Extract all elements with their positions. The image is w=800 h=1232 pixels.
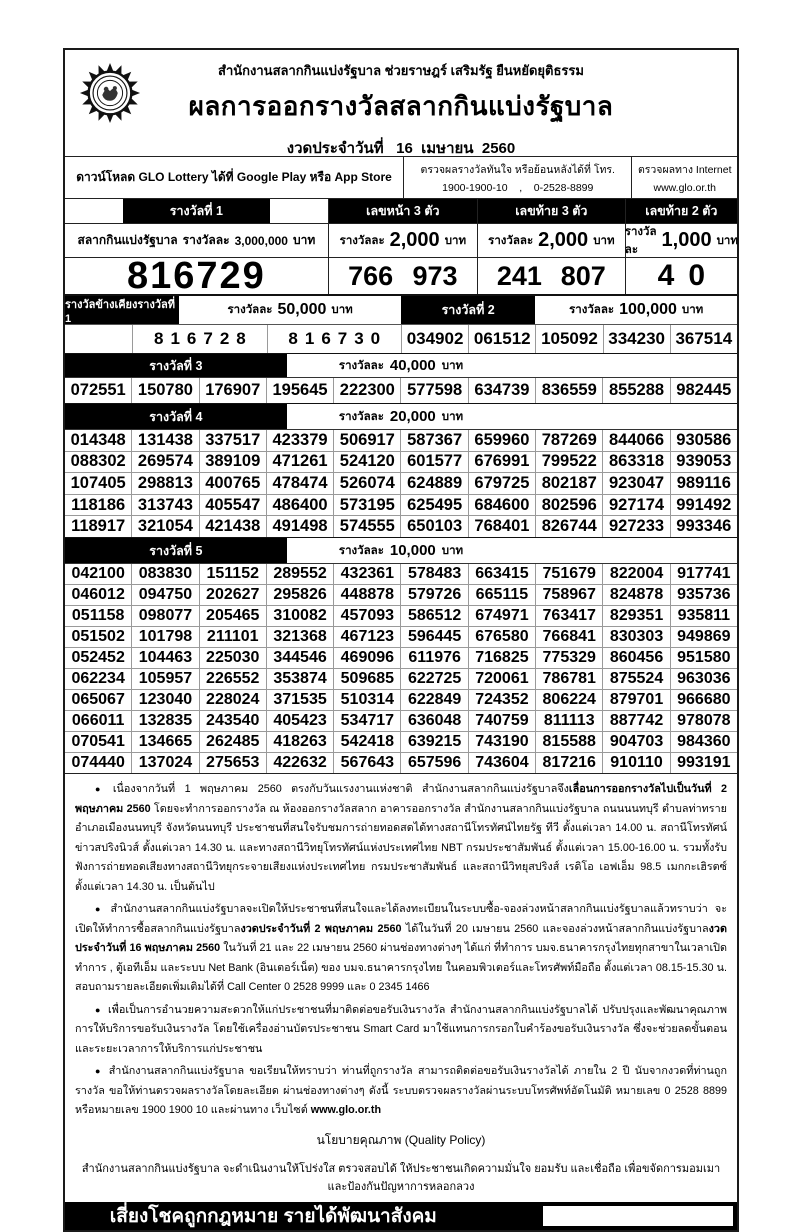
prize-number-cell: 344546 <box>266 648 333 668</box>
prize-number-cell: 313743 <box>131 495 198 516</box>
prize-number-cell: 222300 <box>333 378 400 403</box>
front3-tab: เลขหน้า 3 ตัว <box>329 199 477 223</box>
second-prize-number: 367514 <box>670 325 737 353</box>
document-header <box>65 50 737 156</box>
prize-number-cell: 051502 <box>71 628 125 645</box>
prize-number-cell: 353874 <box>266 669 333 689</box>
phone-check-numbers: 1900-1900-10 , 0-2528-8899 <box>442 182 594 194</box>
prize-number-cell: 389109 <box>199 452 266 473</box>
lottery-document <box>63 48 739 1232</box>
prize-number-cell: 978078 <box>670 711 737 731</box>
prize-number-cell: 151152 <box>199 564 266 584</box>
prize-number-cell: 811113 <box>535 711 602 731</box>
prize-number-cell: 586512 <box>400 606 467 626</box>
prize-number-cell: 567643 <box>333 753 400 773</box>
prize-number-cell: 421438 <box>199 516 266 537</box>
second-prize-number: 034902 <box>401 325 468 353</box>
prize-number-cell: 587367 <box>400 430 467 451</box>
footer-notes <box>65 773 737 1123</box>
prize-number-row <box>65 451 737 473</box>
prize-number-cell: 863318 <box>602 452 669 473</box>
prize-number-cell: 202627 <box>199 585 266 605</box>
phone-check-label: ตรวจผลรางวัลทันใจ หรือย้อนหลังได้ที่ โทร. <box>420 164 615 176</box>
prize-number-cell: 088302 <box>70 452 126 471</box>
internet-check-url: www.glo.or.th <box>653 182 716 194</box>
prize-number-cell: 743190 <box>468 732 535 752</box>
adjacent-first-number: 816728 <box>132 325 266 353</box>
prize-number-cell: 887742 <box>602 711 669 731</box>
prize-number-cell: 786781 <box>535 669 602 689</box>
prize-number-cell: 289552 <box>266 564 333 584</box>
prize-number-cell: 094750 <box>131 585 198 605</box>
first-prize-tab: รางวัลที่ 1 <box>123 199 270 223</box>
prize-number-row <box>65 584 737 605</box>
prize-number-cell: 949869 <box>670 627 737 647</box>
last2-number: 40 <box>657 259 720 292</box>
prize-number-cell: 432361 <box>333 564 400 584</box>
prize-number-cell: 062234 <box>71 670 125 687</box>
second-prize-amount: รางวัลละ 100,000 บาท <box>569 301 704 318</box>
fourth-prize-grid <box>65 429 737 537</box>
prize-number-cell: 226552 <box>199 669 266 689</box>
bullet-icon: ● <box>95 1004 103 1015</box>
fifth-prize-amount: รางวัลละ 10,000 บาท <box>338 542 464 559</box>
prize-number-cell: 743604 <box>468 753 535 773</box>
prize-number-cell: 802596 <box>535 495 602 516</box>
fifth-prize-label: รางวัลที่ 5 <box>65 538 287 563</box>
prize-number-cell: 422632 <box>266 753 333 773</box>
prize-number-cell: 321054 <box>131 516 198 537</box>
first-prize-amount: 3,000,000 <box>234 233 288 248</box>
prize-number-cell: 295826 <box>266 585 333 605</box>
prize-number-cell: 684600 <box>468 495 535 516</box>
prize-number-cell: 860456 <box>602 648 669 668</box>
prize-number-row <box>65 515 737 537</box>
prize-number-cell: 879701 <box>602 690 669 710</box>
prize-number-cell: 624889 <box>400 473 467 494</box>
prize-number-cell: 070541 <box>71 733 125 750</box>
prize-number-cell: 042100 <box>71 565 125 582</box>
fourth-prize-amount: รางวัลละ 20,000 บาท <box>338 408 464 425</box>
quality-policy-title: นโยบายคุณภาพ (Quality Policy) <box>316 1132 486 1147</box>
bullet-icon: ● <box>95 904 105 914</box>
prize-number-cell: 963036 <box>670 669 737 689</box>
prize-number-cell: 137024 <box>131 753 198 773</box>
first-prize-panel: รางวัลที่ 1 สลากกินแบ่งรัฐบาล รางวัลละ 3,000,000 บาท 816729 <box>65 199 328 294</box>
prize-number-cell: 611976 <box>400 648 467 668</box>
phone-check-note <box>403 157 631 198</box>
front3-panel: เลขหน้า 3 ตัว รางวัลละ 2,000 บาท 766 973 <box>328 199 477 294</box>
prize-number-cell: 763417 <box>535 606 602 626</box>
prize-number-cell: 676991 <box>468 452 535 473</box>
prize-number-cell: 104463 <box>131 648 198 668</box>
front3-number: 766 <box>348 260 394 291</box>
prize-number-cell: 989116 <box>670 473 737 494</box>
footer-paragraph: ● สำนักงานสลากกินแบ่งรัฐบาลจะเปิดให้ประชาชนที่สนใจและได้ลงทะเบียนในระบบซื้อ-จองล่วงหน้าสลากกินแบ่งรัฐบาลแล้วทราบว่า จะเปิดให้ทำการซื้อสลากกินแบ่งรัฐบาลงวดประจำวันที่ 2 พฤษภาคม 2560 ได้ในวันที่ 20 เมษายน 2560 และจองล่วงหน้าสลากกินแบ่งรัฐบาลงวดประจำวันที่ 16 พฤษภาคม 2560 ในวันที่ 21 และ 22 เมษายน 2560 ผ่านช่องทางต่างๆ ได้แก่ ที่ทำการ บมจ.ธนาคารกรุงไทยทุกสาขาในเวลาเปิดทำการ , ตู้เอทีเอ็ม และระบบ Net Bank (อินเตอร์เน็ต) ของ บมจ.ธนาคารกรุงไทย ในคอมพิวเตอร์และโทรศัพท์มือถือ ตั้งแต่เวลา 08.15-15.30 น. สอบถามรายละเอียดเพิ่มเติมได้ที่ Call Center 0 2528 9999 และ 0 2345 1466 <box>75 903 727 993</box>
prize-number-cell: 228024 <box>199 690 266 710</box>
prize-number-row <box>65 564 737 584</box>
last3-panel: เลขท้าย 3 ตัว รางวัลละ 2,000 บาท 241 807 <box>477 199 625 294</box>
prize-number-cell: 676580 <box>468 627 535 647</box>
prize-number-row <box>65 494 737 516</box>
prize-number-cell: 243540 <box>199 711 266 731</box>
third-prize-header <box>65 353 737 377</box>
prize-number-cell: 205465 <box>199 606 266 626</box>
prize-number-cell: 601577 <box>400 452 467 473</box>
prize-number-row <box>65 605 737 626</box>
fourth-prize-header <box>65 403 737 429</box>
prize-number-row <box>65 689 737 710</box>
prize-number-cell: 625495 <box>400 495 467 516</box>
prize-number-cell: 469096 <box>333 648 400 668</box>
adjacent-first-label: รางวัลข้างเคียงรางวัลที่ 1 <box>65 296 179 324</box>
prize-number-cell: 740759 <box>468 711 535 731</box>
draw-date: งวดประจำวันที่ 16 เมษายน 2560 <box>286 140 516 157</box>
prize-number-cell: 639215 <box>400 732 467 752</box>
prize-number-cell: 262485 <box>199 732 266 752</box>
prize-number-row <box>65 668 737 689</box>
prize-number-cell: 072551 <box>70 381 126 399</box>
prize-number-cell: 269574 <box>131 452 198 473</box>
prize-number-cell: 751679 <box>535 564 602 584</box>
second-prize-number: 334230 <box>603 325 670 353</box>
prize-number-row <box>65 731 737 752</box>
prize-number-cell: 775329 <box>535 648 602 668</box>
prize-number-cell: 799522 <box>535 452 602 473</box>
prize-number-cell: 579726 <box>400 585 467 605</box>
adjacent-first-number: 816730 <box>267 325 401 353</box>
first-prize-number: 816729 <box>126 254 266 297</box>
prize-number-cell: 051158 <box>71 607 125 624</box>
prize-number-row <box>65 378 737 403</box>
prize-number-cell: 927174 <box>602 495 669 516</box>
prize-number-row <box>65 472 737 494</box>
prize-number-cell: 400765 <box>199 473 266 494</box>
adjacent-second-header <box>65 294 737 324</box>
prize-number-cell: 574555 <box>333 516 400 537</box>
prize-number-cell: 910110 <box>602 753 669 773</box>
fifth-prize-grid <box>65 563 737 773</box>
last3-amount: 2,000 <box>538 229 589 251</box>
prize-number-cell: 596445 <box>400 627 467 647</box>
footer-paragraph: ● สำนักงานสลากกินแบ่งรัฐบาล ขอเรียนให้ทราบว่า ท่านที่ถูกรางวัล สามารถติดต่อขอรับเงินรางวัลได้ ภายใน 2 ปี นับจากงวดที่ท่านถูกรางวัล ขอให้ท่านตรวจผลรางวัลโดยละเอียด ผ่านช่องทางต่างๆ ดังนี้ ระบบตรวจผลรางวัลผ่านระบบโทรศัพท์อัตโนมัติ หมายเลข 0 2528 8899 หรือหมายเลข 1900 1900 10 และผ่านทาง เว็บไซต์ www.glo.or.th <box>75 1065 727 1116</box>
prize-number-cell: 052452 <box>71 649 125 666</box>
prize-number-cell: 298813 <box>131 473 198 494</box>
last2-tab: เลขท้าย 2 ตัว <box>626 199 737 223</box>
glo-seal-logo <box>79 62 141 124</box>
prize-number-cell: 991492 <box>670 495 737 516</box>
prize-number-cell: 107405 <box>70 473 126 492</box>
prize-number-cell: 534717 <box>333 711 400 731</box>
empty-cell <box>65 325 132 353</box>
fourth-prize-label: รางวัลที่ 4 <box>65 404 287 429</box>
second-prize-number: 061512 <box>468 325 535 353</box>
prize-number-cell: 457093 <box>333 606 400 626</box>
prize-number-cell: 131438 <box>131 430 198 451</box>
third-prize-amount: รางวัลละ 40,000 บาท <box>338 357 464 374</box>
fifth-prize-header <box>65 537 737 563</box>
header-motto: สำนักงานสลากกินแบ่งรัฐบาล ช่วยราษฎร์ เสริมรัฐ ยืนหยัดยุติธรรม <box>218 63 584 78</box>
prize-number-cell: 659960 <box>468 430 535 451</box>
page-title: ผลการออกรางวัลสลากกินแบ่งรัฐบาล <box>188 91 614 121</box>
quality-policy-text: สำนักงานสลากกินแบ่งรัฐบาล จะดำเนินงานให้โปร่งใส ตรวจสอบได้ ให้ประชาชนเกิดความมั่นใจ ยอมรับ และเชื่อถือ เพื่อขจัดการมอมเมา และป้องกันปัญหาการหลอกลวง <box>81 1162 721 1193</box>
prize-number-cell: 150780 <box>131 378 198 403</box>
last2-amount: 1,000 <box>661 229 712 251</box>
prize-number-cell: 506917 <box>333 430 400 451</box>
prize-number-cell: 471261 <box>266 452 333 473</box>
third-prize-label: รางวัลที่ 3 <box>65 354 287 377</box>
prize-number-cell: 951580 <box>670 648 737 668</box>
prize-number-cell: 923047 <box>602 473 669 494</box>
prize-number-cell: 663415 <box>468 564 535 584</box>
prize-number-cell: 917741 <box>670 564 737 584</box>
prize-number-cell: 310082 <box>266 606 333 626</box>
prize-number-cell: 829351 <box>602 606 669 626</box>
prize-number-cell: 622725 <box>400 669 467 689</box>
prize-number-cell: 766841 <box>535 627 602 647</box>
last3-tab: เลขท้าย 3 ตัว <box>478 199 625 223</box>
prize-number-cell: 526074 <box>333 473 400 494</box>
prize-number-cell: 225030 <box>199 648 266 668</box>
prize-number-cell: 405423 <box>266 711 333 731</box>
prize-number-cell: 679725 <box>468 473 535 494</box>
prize-number-cell: 176907 <box>199 378 266 403</box>
prize-number-cell: 478474 <box>266 473 333 494</box>
front3-amount: 2,000 <box>389 229 440 251</box>
prize-number-cell: 875524 <box>602 669 669 689</box>
prize-number-cell: 123040 <box>131 690 198 710</box>
prize-number-cell: 724352 <box>468 690 535 710</box>
prize-number-cell: 984360 <box>670 732 737 752</box>
prize-number-cell: 066011 <box>71 712 125 729</box>
prize-number-cell: 966680 <box>670 690 737 710</box>
prize-number-cell: 720061 <box>468 669 535 689</box>
prize-number-cell: 939053 <box>670 452 737 473</box>
prize-number-cell: 636048 <box>400 711 467 731</box>
prize-number-cell: 321368 <box>266 627 333 647</box>
prize-number-cell: 542418 <box>333 732 400 752</box>
prize-number-cell: 716825 <box>468 648 535 668</box>
adjacent-second-numbers <box>65 324 737 353</box>
prize-number-cell: 758967 <box>535 585 602 605</box>
prize-number-cell: 815588 <box>535 732 602 752</box>
prize-number-cell: 371535 <box>266 690 333 710</box>
prize-number-cell: 074440 <box>71 754 125 771</box>
prize-number-cell: 650103 <box>400 516 467 537</box>
prize-number-cell: 524120 <box>333 452 400 473</box>
prize-number-cell: 836559 <box>535 378 602 403</box>
prize-number-cell: 486400 <box>266 495 333 516</box>
blank-box <box>543 1206 733 1226</box>
info-bar <box>65 156 737 198</box>
prize-number-cell: 578483 <box>400 564 467 584</box>
prize-number-cell: 634739 <box>468 378 535 403</box>
prize-number-cell: 993191 <box>670 753 737 773</box>
prize-number-cell: 046012 <box>71 586 125 603</box>
prize-number-cell: 674971 <box>468 606 535 626</box>
prize-number-cell: 657596 <box>400 753 467 773</box>
quality-policy <box>65 1123 737 1202</box>
bullet-icon: ● <box>95 1066 103 1076</box>
prize-number-cell: 098077 <box>131 606 198 626</box>
last2-panel: เลขท้าย 2 ตัว รางวัลละ 1,000 บาท 40 <box>625 199 737 294</box>
third-prize-grid <box>65 377 737 403</box>
prize-number-cell: 930586 <box>670 430 737 451</box>
prize-number-cell: 904703 <box>602 732 669 752</box>
prize-number-cell: 118186 <box>71 495 126 514</box>
prize-number-cell: 491498 <box>266 516 333 537</box>
top-prizes-section <box>65 198 738 297</box>
prize-number-cell: 768401 <box>468 516 535 537</box>
bullet-icon: ● <box>95 784 107 794</box>
prize-number-row <box>65 430 737 451</box>
second-prize-number: 105092 <box>535 325 602 353</box>
slogan-bar <box>65 1202 737 1230</box>
prize-number-cell: 993346 <box>670 516 737 537</box>
second-prize-label: รางวัลที่ 2 <box>401 296 535 324</box>
prize-number-cell: 423379 <box>266 430 333 451</box>
prize-number-row <box>65 647 737 668</box>
prize-number-cell: 132835 <box>131 711 198 731</box>
prize-number-cell: 844066 <box>602 430 669 451</box>
adjacent-first-amount: รางวัลละ 50,000 บาท <box>227 301 353 318</box>
prize-number-cell: 622849 <box>400 690 467 710</box>
internet-check-note <box>631 157 737 198</box>
prize-number-cell: 211101 <box>199 627 266 647</box>
internet-check-label: ตรวจผลทาง Internet <box>637 164 732 176</box>
prize-number-cell: 826744 <box>535 516 602 537</box>
prize-number-cell: 083830 <box>131 564 198 584</box>
prize-number-cell: 982445 <box>670 378 737 403</box>
prize-number-cell: 665115 <box>468 585 535 605</box>
prize-number-cell: 806224 <box>535 690 602 710</box>
prize-number-cell: 510314 <box>333 690 400 710</box>
prize-number-cell: 802187 <box>535 473 602 494</box>
prize-number-cell: 101798 <box>131 627 198 647</box>
prize-number-cell: 573195 <box>333 495 400 516</box>
prize-number-cell: 787269 <box>535 430 602 451</box>
prize-number-cell: 577598 <box>400 378 467 403</box>
prize-number-row <box>65 626 737 647</box>
prize-number-cell: 014348 <box>70 430 126 449</box>
prize-number-cell: 275653 <box>199 753 266 773</box>
prize-number-row <box>65 710 737 731</box>
prize-number-cell: 935811 <box>670 606 737 626</box>
footer-paragraph: ● เนื่องจากวันที่ 1 พฤษภาคม 2560 ตรงกับวันแรงงานแห่งชาติ สำนักงานสลากกินแบ่งรัฐบาลจึงเลื่อนการออกรางวัลไปเป็นวันที่ 2 พฤษภาคม 2560 โดยจะทำการออกรางวัล ณ ห้องออกรางวัลสลาก อาคารออกรางวัล สำนักงานสลากกินแบ่งรัฐบาล ถนนนนทบุรี ตำบลท่าทราย อำเภอเมืองนนทบุรี จังหวัดนนทบุรี ประชาชนที่สนใจรับชมการถ่ายทอดสดได้ทางสถานีโทรทัศน์ไทยรัฐ ทีวี ตั้งแต่เวลา 14.00 น. สถานีโทรทัศน์ข่าวสปริงนิวส์ ตั้งแต่เวลา 14.30 น. และทางสถานีวิทยุโทรทัศน์แห่งประเทศไทย NBT กรมประชาสัมพันธ์ ตั้งแต่เวลา 15.00-16.00 น. รวมทั้งรับฟังการถ่ายทอดเสียงทางสถานีวิทยุกระจายเสียงแห่งประเทศไทย กรมประชาสัมพันธ์ และสถานีวิทยุสปริงส์ เรดิโอ เอฟเอ็ม 98.5 เมกกะเฮิรตซ์ ตั้งแต่เวลา 14.30 น. เป็นต้นไป <box>75 783 727 893</box>
prize-number-cell: 134665 <box>131 732 198 752</box>
prize-number-cell: 195645 <box>266 378 333 403</box>
prize-number-cell: 824878 <box>602 585 669 605</box>
prize-number-cell: 822004 <box>602 564 669 584</box>
prize-number-cell: 448878 <box>333 585 400 605</box>
slogan-text: เสี่ยงโชคถูกกฎหมาย รายได้พัฒนาสังคม <box>109 1205 437 1227</box>
prize-number-row <box>65 752 737 773</box>
prize-number-cell: 065067 <box>71 691 125 708</box>
footer-paragraph: ● เพื่อเป็นการอำนวยความสะดวกให้แก่ประชาชนที่มาติดต่อขอรับเงินรางวัล สำนักงานสลากกินแบ่งรัฐบาลได้ ปรับปรุงและพัฒนาคุณภาพการให้บริการขอรับเงินรางวัล โดยใช้เครื่องอ่านบัตรประชาชน Smart Card มาใช้แทนการกรอกใบคำร้องขอรับเงินรางวัล ซึ่งจะช่วยลดขั้นตอนและระยะเวลาการให้บริการแก่ประชาชน <box>75 1003 727 1055</box>
app-download-note: ดาวน์โหลด GLO Lottery ได้ที่ Google Play หรือ App Store <box>76 170 392 184</box>
front3-number: 973 <box>412 260 458 291</box>
last3-number: 241 <box>496 260 542 291</box>
prize-number-cell: 927233 <box>602 516 669 537</box>
last3-number: 807 <box>560 260 606 291</box>
prize-number-cell: 509685 <box>333 669 400 689</box>
prize-number-cell: 467123 <box>333 627 400 647</box>
prize-number-cell: 405547 <box>199 495 266 516</box>
prize-number-cell: 118917 <box>71 517 126 536</box>
prize-number-cell: 105957 <box>131 669 198 689</box>
prize-number-cell: 817216 <box>535 753 602 773</box>
prize-number-cell: 337517 <box>199 430 266 451</box>
prize-number-cell: 830303 <box>602 627 669 647</box>
first-prize-desc: สลากกินแบ่งรัฐบาล <box>77 233 178 247</box>
prize-number-cell: 855288 <box>602 378 669 403</box>
prize-number-cell: 418263 <box>266 732 333 752</box>
prize-number-cell: 935736 <box>670 585 737 605</box>
